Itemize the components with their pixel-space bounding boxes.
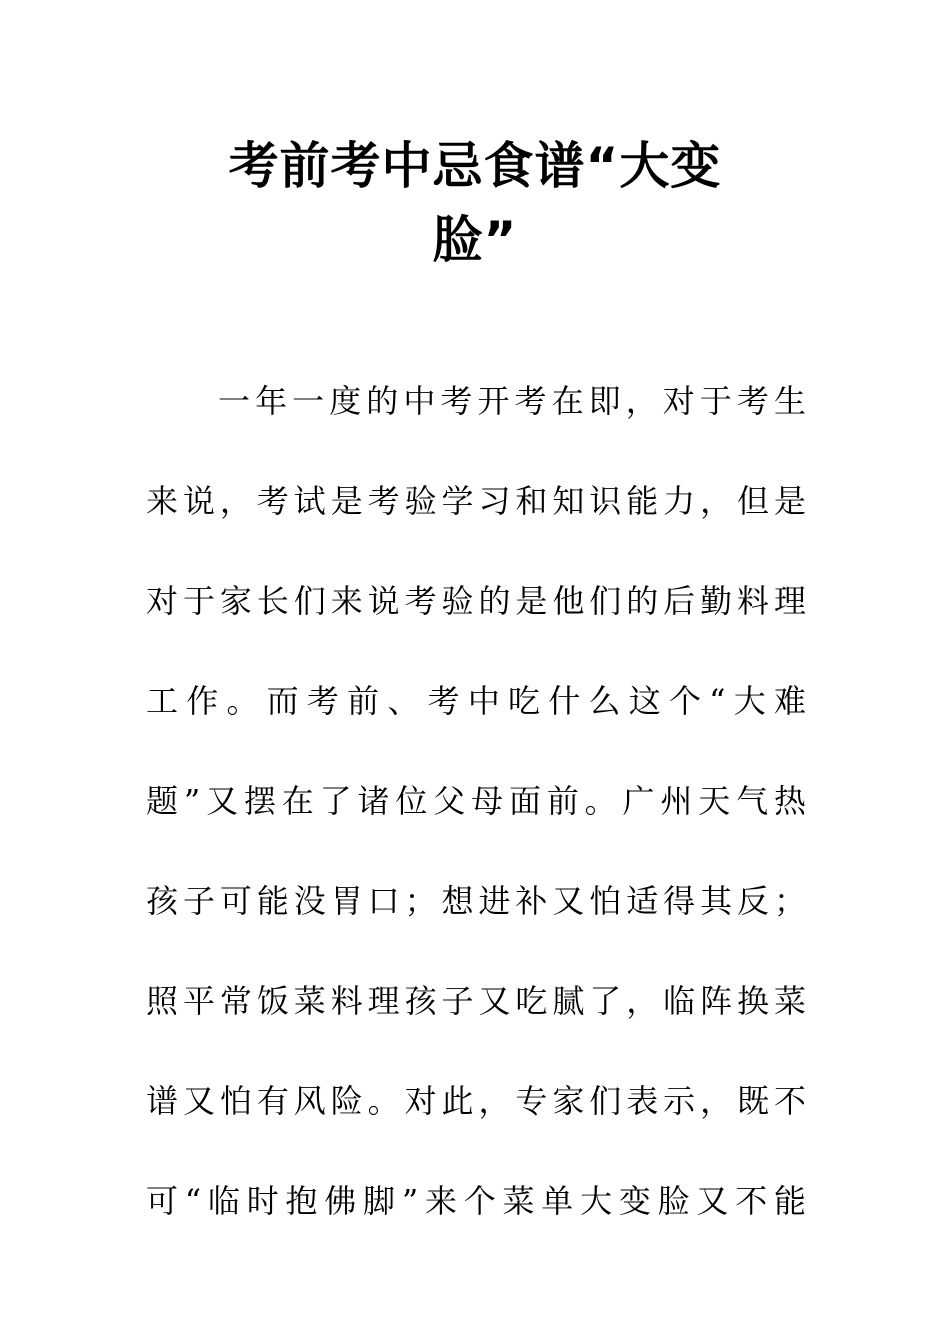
paragraph-line: 孩子可能没胃口；想进补又怕适得其反；: [146, 882, 806, 920]
paragraph-line: 一年一度的中考开考在即，对于考生: [218, 382, 806, 420]
paragraph-line: 可“临时抱佛脚”来个菜单大变脸又不能: [146, 1182, 806, 1220]
paragraph-line: 照平常饭菜料理孩子又吃腻了，临阵换菜: [146, 982, 806, 1020]
paragraph-line: 工作。而考前、考中吃什么这个“大难: [146, 682, 806, 720]
paragraph-line: 题”又摆在了诸位父母面前。广州天气热: [146, 782, 806, 820]
document-title-line-2: 脸”: [432, 211, 518, 269]
paragraph-line: 来说，考试是考验学习和知识能力，但是: [146, 482, 806, 520]
paragraph-line: 对于家长们来说考验的是他们的后勤料理: [146, 582, 806, 620]
paragraph-line: 谱又怕有风险。对此，专家们表示，既不: [146, 1082, 806, 1120]
document-title-line-1: 考前考中忌食谱“大变: [228, 137, 722, 195]
